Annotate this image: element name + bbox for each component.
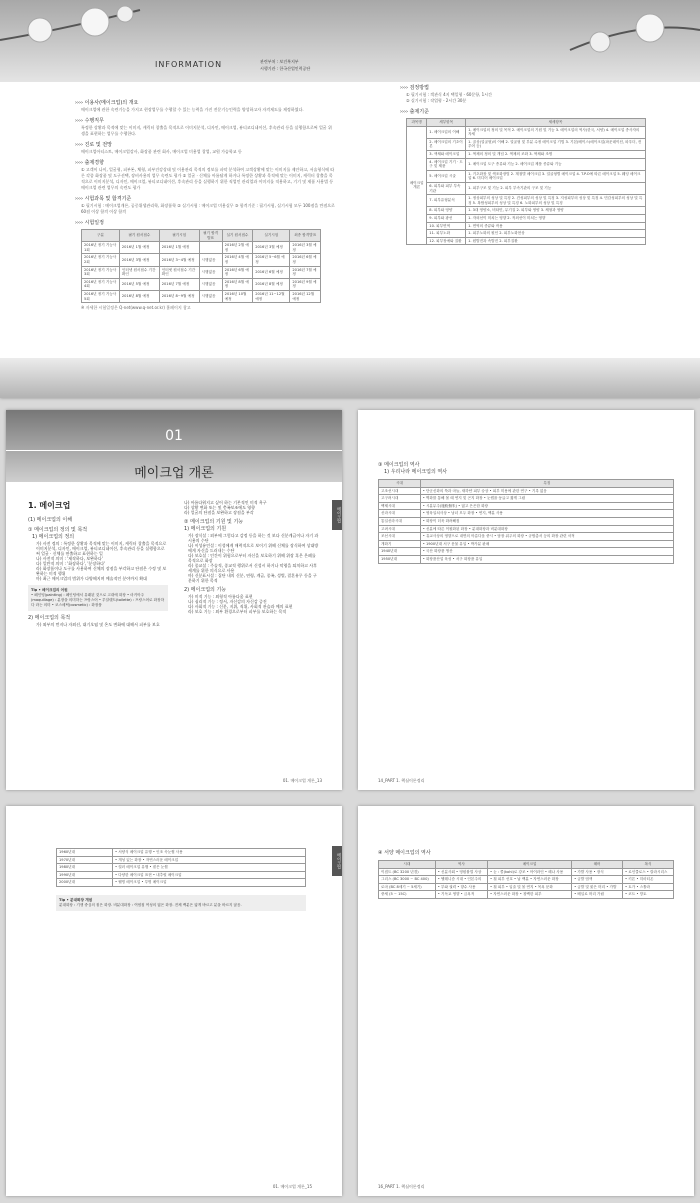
section-heading: ›››› 이용사(메이크업)의 개요 [75,100,139,106]
information-page [0,0,700,398]
table-cell: • 신분에 따른 이원화된 화장 • 분대화장과 비분대화장 [420,525,673,533]
table-cell: 신라시대 [379,510,421,518]
body-text: 마) 최근 메이크업의 범위가 다양해지며 예술적인 분야까지 확대 [36,576,147,581]
tip-box [28,585,168,611]
table-cell: 2016년 3월 예정 [290,242,321,254]
body-text: 라) 보호 기능 : 외부 환경으로부터 피부를 보호하는 목적 [188,609,287,614]
section-body: 메이크업에 관한 숙련기능을 가지고 현장업무를 수행할 수 있는 능력을 가진 전문기능인력을 양성하고자 자격제도를 제정하였다. [81,107,304,112]
section-heading: ›››› 진로 및 전망 [75,142,112,148]
schedule-table [81,229,321,303]
table-row [82,242,321,254]
table-header-cell: 구분 [82,230,120,242]
table-row [57,864,306,872]
table-header-cell: 실기 원서접수 [222,230,253,242]
table-row [379,517,674,525]
table-cell: 2016년 정기 기능사 2회 [82,254,120,266]
body-text: 다) 보호설 : 인간이 위험으로부터 자신을 보호하기 위해 위장 혹은 은폐를 목적으로 화장 [188,553,316,563]
table-cell: • 국산 화장품 생산 [420,548,673,556]
p14-content [378,462,674,564]
table-cell: • 베일로 머리 가림 [572,891,623,899]
table-row [379,495,674,503]
body-text: 가) 외부의 먼지나 자외선, 대기오염 및 온도 변화에 대해서 피부를 보호 [36,622,160,627]
table-cell: 1. 피부노화의 원인 2. 피부노화현상 [466,230,646,238]
table-row [57,856,306,864]
chapter-title: 메이크업 개론 [134,466,214,481]
method-heading: ›››› 검정방법 [400,85,429,91]
org-ministry: 관련부처 : 보건복지부 [260,59,299,64]
table-cell: 1940년대 [379,548,421,556]
table-cell: 1. 3대 영양소, 비타민, 무기질 2. 피부와 영양 3. 체형과 영양 [466,207,646,215]
body-text: 나) 이성유인설 : 이성에게 매력적으로 보이기 위해 신체를 장식하여 상대방에게 자신을 드러내는 수단 [188,543,319,553]
section-title: 1. 메이크업 [28,501,71,510]
body-text: 나) 아름다워지고 싶어 하는 기본적인 미적 욕구 [184,500,267,505]
body-text: 가) 장식설 : 외부에 그렇다고 감정 등을 하는 것 보다 신분계급이나 자기 과시용의 수단 [188,533,319,543]
table-cell: 고려시대 [379,525,421,533]
table-cell: 1. 정상피부의 성상 및 특징 2. 건성피부의 성상 및 특징 3. 지성피부의 성상 및 특징 4. 민감성피부의 성상 및 특징 5. 복합성피부의 성상 및 특징 6. 노화피부의 성상 및 특징 [466,195,646,207]
table-header-cell: 세부항목 [427,119,466,127]
table-cell: 1. 면역의 종류와 작용 [466,222,646,230]
section-body: 특정한 상황과 목적에 맞는 이미지, 캐릭터 창출을 목적으로 이미지분석, 디자인, 메이크업, 뷰티코디네이션, 후속관리 등을 실행함으로써 얼굴 위생을 표현하는 업무를 수행한다. [81,125,332,136]
section-heading: ›››› 시험일정 [75,220,104,226]
table-cell: 2016년 6월 예정 [290,254,321,266]
table-row [379,533,674,541]
page-13 [6,410,342,790]
table-header-cell: 과목명 [407,119,427,127]
body-text: 다) 사회적 기능 : 신분, 지위, 직위, 사회적 관습과 예의 표현 [188,604,293,609]
criteria-heading: ›››› 출제기준 [400,109,429,115]
table-cell: • 키톤 • 히마티온 [623,876,674,884]
table-row [407,230,646,238]
table-row [379,540,674,548]
table-header-cell: 필기 합격발표 [199,230,222,242]
subsection-title: ① 메이크업의 정의 및 목적 [28,527,88,533]
table-cell: 1950년대 [379,555,421,563]
tip-heading: Tip • 분대화장 개념 [59,897,93,902]
table-cell: 2016년 1월 예정 [119,242,159,254]
section-body: ① 고객이 나이, 얼굴형, 피부톤, 체형, 피부건강상태 및 이용관리 목적의 정보를 파악 분석하여 고객상황에 맞는 이미지를 제안하고, 서술형식에 따른 각종 화장품 및 도구선택, 장비사용의 업무 숙련도 평가 ② 얼굴 · 신체를 아름답게 하거나 특정한 상황과 목적에 맞는 이미지, 캐릭터 창출을 목적으로 이미지분석, 디자인, 메이크업, 뷰티코디네이션, 후속관리 등을 실행하기 위한 직업인 관리업과 이미지를 적용하고, 기기 및 제품 사용법 등 메이크업 관련 업무의 숙련도 평가 [81,167,335,190]
table-header-cell: 필기 원서접수 [119,230,159,242]
table-cell: 10. 피부면역 [427,222,466,230]
table-row [407,158,646,170]
table-cell: 1. 골상(얼굴형)의 이해 2. 얼굴형 및 부분 수정 메이크업 기법 3. 기본(베이스)메이크업(파운데이션, 파우더, 컨투어 등) [466,138,646,150]
table-cell: 그리스 (BC 3000 ~ BC 400) [379,876,436,884]
magnolia-branch-left-icon [0,0,160,80]
body-text: 다) 상황 변화 또는 및 충족보조에도 영향 [184,505,256,510]
table-row [57,871,306,879]
section-heading: ›››› 수행직무 [75,118,104,124]
table-cell: 5. 메이크업 시술 [427,170,466,182]
table-row [82,266,321,278]
table-cell: 1. 메이크업 도구 종류와 기능 2. 메이크업 제품 종류와 기능 [466,158,646,170]
table-cell: 2016년 6월 예정 [253,266,290,278]
table-row [379,876,674,884]
subsection-title: 1) 메이크업의 정의 [32,534,75,540]
table-cell: • 금발 및 붉은 머리 • 가발 [572,883,623,891]
table-cell: 중세 (5 ~ 15C) [379,891,436,899]
table-cell: 2016년 7월 예정 [290,266,321,278]
page-footer: 01. 메이크업 개론_15 [272,1184,312,1189]
table-cell: 1. 메이크업의 정의 및 목적 2. 메이크업의 기원 및 기능 3. 메이크업의 역사(한국, 서양) 4. 메이크업 종사자의 자세 [466,126,646,138]
table-cell: 시행없음 [199,254,222,266]
subsection-title: 2) 메이크업의 목적 [28,615,71,621]
table-cell: • 화장이 더욱 화려해짐 [420,517,673,525]
table-row [379,510,674,518]
table-cell: • 다양한 메이크업 표현 • 내추럴 메이크업 [112,871,305,879]
table-header-cell: 필기시험 [159,230,199,242]
section-title: ③ 메이크업의 역사 [378,462,420,468]
body-text: 라) 종교설 : 주술적, 종교적 행위로서 신성시 하거나 악령을 퇴치하고 사후세계를 위한 의식으로 사용 [188,563,317,573]
table-cell: • 토가 • 스톨라 [623,883,674,891]
table-header-cell: 특징 [420,480,673,488]
section-heading: ›››› 시험과목 및 합격기준 [75,196,132,202]
table-cell: 1960년대 [57,849,113,857]
table-cell: • 가발 사용 • 장식 [572,868,623,876]
table-cell: 1. 원발진과 속발진 2. 피부질환 [466,237,646,245]
table-cell: 백제시대 [379,502,421,510]
table-cell: • 영육일치사상 • 남녀 모두 화장 • 연지, 백분 사용 [420,510,673,518]
magnolia-branch-right-icon [560,0,700,80]
criteria-subject-cell: 메이크업 개론 [407,126,427,245]
table-cell: 2016년 11~12월 예정 [253,290,290,302]
table-row [379,502,674,510]
subsection-title: 2) 메이크업의 기능 [184,587,227,593]
table-row [407,150,646,158]
table-cell: 2. 메이크업의 기초이론 [427,138,466,150]
table-cell: 2016년 4월 예정 [222,254,253,266]
table-row [379,487,674,495]
footer-band [0,358,700,398]
table-cell: • 금발 염색 [572,876,623,884]
table-header-cell: 헤어 [572,861,623,869]
body-text: 다) 일반적 의미 : '화장하다', '분장하다' [36,561,106,566]
subsection-title: ② 메이크업의 기원 및 기능 [184,519,244,525]
table-cell: 2016년 7월 예정 [159,278,199,290]
table-cell: 시행없음 [199,266,222,278]
chapter-divider [6,450,342,451]
table-cell: 7. 피부유형분석 [427,195,466,207]
table-cell: 12. 피부장애와 질환 [427,237,466,245]
table-header-cell: 복식 [623,861,674,869]
info-left-column [75,95,335,310]
table-cell: • 시분무주(施粉無朱) • 엷고 은은한 화장 [420,502,673,510]
page-15 [6,806,342,1196]
section-body: ① 필기시험 : 메이크업개론, 공중위생관리학, 화장품학 ② 실기시험 : 메이크업 미용실무 ③ 합격기준 : 필기시험, 실기시험 모두 100점을 만점으로 60점 이상 합격 이상 합격 [81,203,335,214]
table-row [379,883,674,891]
org-agency: 시행기관 : 한국산업인력공단 [260,66,311,71]
body-text: 마) 신분표시설 : 집단 내의 신분, 연령, 계급, 종족, 성별, 결혼유무 등을 구분하기 위한 목적 [188,573,317,583]
table-row [407,138,646,150]
table-row [379,891,674,899]
table-cell: 2016년 9월 예정 [290,278,321,290]
body-text: 라) 얼굴의 단점을 보완하고 장점을 부각 [184,510,254,515]
western-history-table [378,860,674,899]
table-cell: 조선시대 [379,533,421,541]
table-cell: • 유교사상의 영향으로 내면의 아름다움 중시 • 담장 위주의 화장 • 규합총서 등의 화장 관련 서적 [420,533,673,541]
section-title: ④ 서양 메이크업의 역사 [378,850,431,856]
table-cell: 2016년 8월 예정 [119,290,159,302]
table-cell: 이집트 (BC 3200 년경) [379,868,436,876]
table-row [407,222,646,230]
table-cell: • 서양식 메이크업 유행 • 인조 속눈썹 사용 [112,849,305,857]
table-cell [199,242,222,254]
table-cell: • 헬레니즘 시대 • 인본주의 [435,876,487,884]
table-cell: 2016년 정기 기능사 5회 [82,290,120,302]
table-cell: 2016년 정기 기능사 3회 [82,266,120,278]
table-row [379,555,674,563]
tip-heading: Tip • 메이크업의 어원 [31,588,68,592]
section-heading: ›››› 출제경향 [75,160,104,166]
table-row [379,868,674,876]
tip-body: • 페인팅(painting) : 페인팅에서 유래된 것으로 고대에 화장 • 마키아주(maquillage) : 분장을 의미하는 프랑스어 • 투알렛트(toilette) : 프랑스어로 화장하다 라는 의미 • 코스메틱(cosmetic) : 화장품 [31,593,165,607]
korea-history-table [378,479,674,564]
table-row [407,207,646,215]
table-cell: 2016년 3~4월 예정 [159,254,199,266]
p16-content [378,850,674,899]
schedule-note: ※ 자세한 시험일정은 Q-net(www.q-net.or.kr) 홈페이지 참고 [81,305,191,311]
table-cell: • 컬러 메이크업 유행 • 짙은 눈썹 [112,864,305,872]
table-row [379,548,674,556]
table-cell: 2016년 2월 예정 [222,242,253,254]
table-row [407,237,646,245]
method-line: ② 실기시험 : 작업형 - 2시간 30분 [406,98,467,103]
page-footer: 01. 메이크업 개론_13 [282,778,322,783]
table-cell: • 기독교 영향 • 금욕적 [435,891,487,899]
side-tab: 메이크업 [332,500,342,530]
subsection-title: 1) 메이크업의 기원 [184,526,227,532]
table-cell: 2016년 8월 예정 [222,278,253,290]
table-cell: 1. 색채의 정의 및 개념 2. 색채의 조화 3. 색채와 조명 [466,150,646,158]
table-cell: • 벽화를 통해 볼 때 연지 및 곤지 화장 • 눈썹을 둥글고 짧게 그림 [420,495,673,503]
table-cell: • 자연스러운 화장 • 창백한 피부 [487,891,571,899]
chapter-number: 01 [165,428,183,444]
page-footer: 14_PART 1. 핵심이론정리 [378,778,425,783]
table-cell: 개화기 [379,540,421,548]
method-line: ① 필기시험 : 객관식 4지 택일형 - 60문항, 1시간 [406,92,492,97]
p13-left-column [28,500,168,627]
table-cell: • 눈 : 콜(kohl)로 강조 • 아이라인 • 헤나 사용 [487,868,571,876]
table-row [407,214,646,222]
table-cell: 고구려시대 [379,495,421,503]
table-cell: 2016년 1월 예정 [159,242,199,254]
table-header-cell: 역사 [435,861,487,869]
table-cell: • 웰빙 메이크업 • 투명 메이크업 [112,879,305,887]
table-cell: 인터넷 원서접수 기간 확인 [119,266,159,278]
table-cell: 2016년 8월 예정 [253,278,290,290]
table-row [82,290,321,302]
table-cell: 11. 피부노화 [427,230,466,238]
table-cell: 2016년 3월 예정 [253,242,290,254]
page-16 [358,806,694,1196]
table-cell: 6. 피부와 피부 부속 기관 [427,182,466,194]
table-cell: 2016년 12월 예정 [290,290,321,302]
table-cell: • 로인클로스 • 칼라시리스 [623,868,674,876]
body-text: 라) 화장품이나 도구를 사용하여 신체의 장점을 부각하고 단점은 수정 및 보완하는 미적 행위 [36,566,167,576]
table-cell: 2016년 6월 예정 [222,266,253,278]
table-cell: 1. 자외선이 미치는 영향 2. 적외선이 미치는 영향 [466,214,646,222]
table-cell: 로마 (BC 8세기 ~ 5세기) [379,883,436,891]
table-row [407,126,646,138]
page-14 [358,410,694,790]
table-cell: 2016년 정기 기능사 4회 [82,278,120,290]
table-row [82,278,321,290]
table-cell: 2016년 8~9월 예정 [159,290,199,302]
table-cell: 1. 피부구조 및 기능 2. 피부 부속기관의 구조 및 기능 [466,182,646,194]
subsection-title: 1) 우리나라 메이크업의 역사 [384,469,448,475]
table-header-cell: 시대 [379,861,436,869]
table-cell: 1. 메이크업의 이해 [427,126,466,138]
table-row [407,195,646,207]
table-row [407,182,646,194]
table-cell: 9. 피부와 광선 [427,214,466,222]
table-cell: 4. 메이크업 기기 · 도구 및 제품 [427,158,466,170]
table-cell: • 화장품산업 육성 • 서구 화장품 유입 [420,555,673,563]
criteria-table [406,118,646,245]
table-cell: 1970년대 [57,856,113,864]
table-cell: 2016년 3월 예정 [119,254,159,266]
table-cell: 고조선시대 [379,487,421,495]
table-cell: • 1900년대 서구 문물 유입 • 박가분 판매 [420,540,673,548]
table-header-cell: 시대 [379,480,421,488]
table-cell: 2016년 5~6월 예정 [253,254,290,266]
korea-history-table-cont [56,848,306,887]
page-footer: 16_PART 1. 핵심이론정리 [378,1184,425,1189]
body-text: 가) 사전 정의 : 특정한 상황과 목적에 맞는 이미지, 캐릭터 창출을 목적으로 이미지분석, 디자인, 메이크업, 뷰티코디네이션, 후속관리 등을 실행함으로써 얼굴 · 신체를 연출하고 표현하는 일 [36,541,167,556]
table-cell: • 코트 • 망토 [623,891,674,899]
table-cell: 1. 기초화장 및 색조화장법 2. 계절별 메이크업 3. 얼굴형별 메이크업 4. T.P.O에 따른 메이크업 5. 웨딩 메이크업 6. 미디어 메이크업 [466,170,646,182]
table-row [57,879,306,887]
table-row [379,525,674,533]
p13-right-column [184,500,319,614]
tip-body: 분대화장 : 기생 중심의 짙은 화장. 비분대화장 : 여염집 여성의 엷은 화장. 전체 백분은 얇게 바르고 분을 바르지 않음. [59,902,242,907]
info-org [260,58,310,72]
side-tab: 메이크업 [332,846,342,876]
information-title: INFORMATION [155,60,223,69]
table-cell: • 개성 있는 화장 • 자연스러운 메이크업 [112,856,305,864]
body-text: 나) 사전적 의미 : '제작하다, 보완하다' [36,556,103,561]
section-body: 메이크업아티스트, 메이크업강사, 화장품 관련 회사, 메이크업 미용업 창업, 교원 가습학교 등 [81,149,242,154]
table-cell: 시행없음 [199,278,222,290]
table-cell: 2016년 정기 기능사 1회 [82,242,120,254]
p15-content [56,848,306,911]
table-cell: • 단군신화의 쑥과 마늘, 새하얀 피부 숭상 • 피부 미용에 관한 연구 • 기록 없음 [420,487,673,495]
table-cell: • 부와 권력 • 향수 사용 [435,883,487,891]
subsection-title: (1) 메이크업의 이해 [28,517,73,523]
table-cell: • 흰 피부 선호 • 납 백분 • 자연스러운 화장 [487,876,571,884]
table-cell: 시행없음 [199,290,222,302]
table-cell: 1980년대 [57,864,113,872]
table-header-cell: 세세항목 [466,119,646,127]
table-header-cell: 메이크업 [487,861,571,869]
table-cell: • 흰 피부 • 입술 및 볼 연지 • 목욕 문화 [487,883,571,891]
tip-box [56,895,306,911]
body-text: 나) 심리적 기능 : 정서, 자신감의 자신감 증진 [188,599,267,604]
info-right-column [400,80,650,245]
table-cell: • 신분사회 • 영원불멸 사상 [435,868,487,876]
table-cell: 2016년 5월 예정 [119,278,159,290]
table-header-cell: 최종 합격발표 [290,230,321,242]
table-cell: 2016년 10월 예정 [222,290,253,302]
table-cell: 8. 피부와 영양 [427,207,466,215]
table-row [82,254,321,266]
table-cell: 인터넷 원서접수 기간 확인 [159,266,199,278]
table-cell: 통일신라시대 [379,517,421,525]
table-cell: 1990년대 [57,871,113,879]
table-cell: 2000년대 [57,879,113,887]
body-text: 가) 미적 기능 : 외형적 아름다움 표현 [188,594,253,599]
table-cell: 3. 색채와 메이크업 [427,150,466,158]
table-row [57,849,306,857]
table-header-cell: 실기시험 [253,230,290,242]
table-row [407,170,646,182]
